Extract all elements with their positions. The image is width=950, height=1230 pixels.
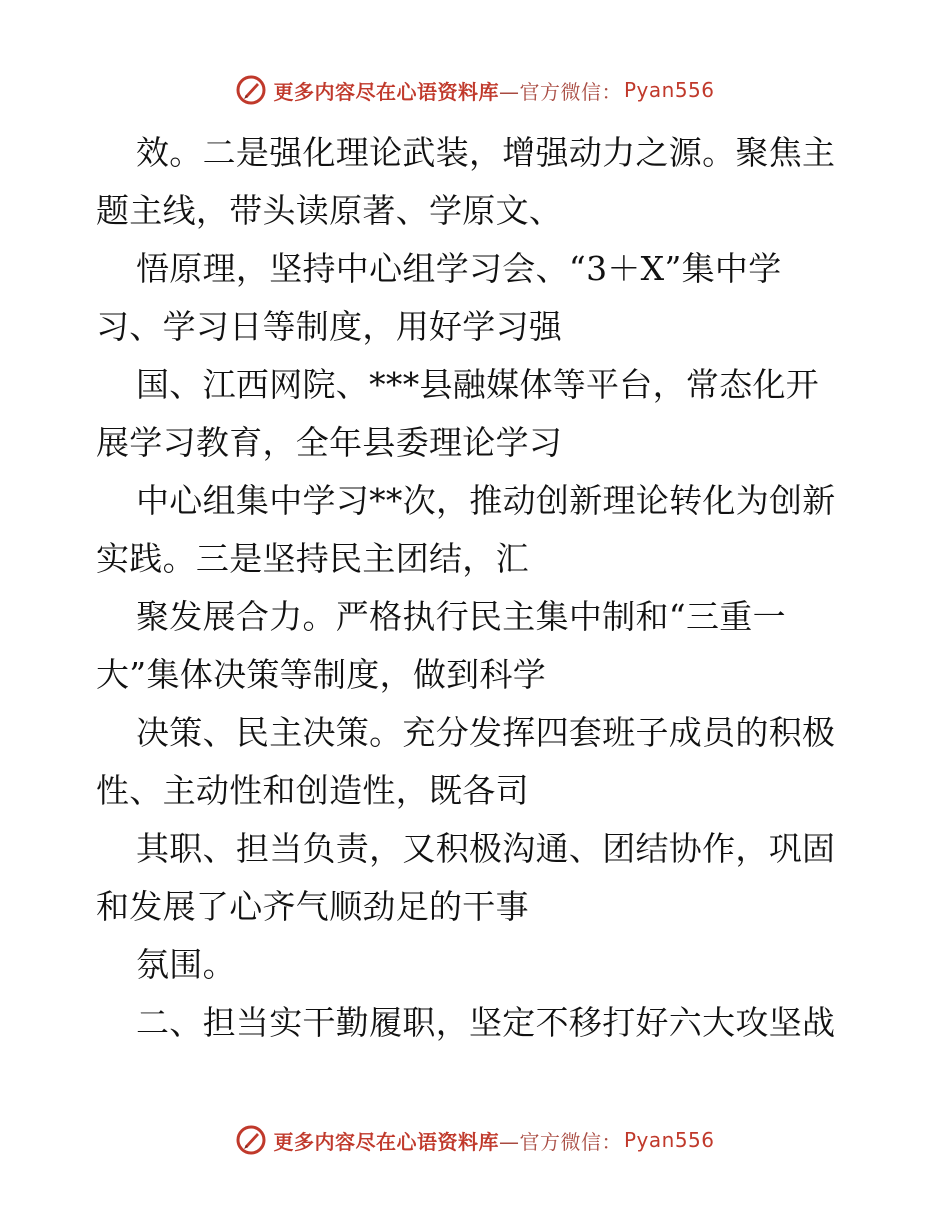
text-line: 聚发展合力。严格执行民主集中制和“三重一 [136,597,786,636]
banner-wechat-label: —官方微信： [498,1129,622,1154]
text-line: 国、江西网院、***县融媒体等平台，常态化开 [136,365,820,404]
text-line: 悟原理，坚持中心组学习会、“3＋X”集中学 [136,249,782,288]
text-line: 性、主动性和创造性，既各司 [96,771,529,810]
text-line: 中心组集中学习**次，推动创新理论转化为创新 [136,481,836,520]
text-line: 其职、担当负责，又积极沟通、团结协作，巩固 [136,829,836,868]
document-body [96,124,856,1052]
section-heading: 二、担当实干勤履职，坚定不移打好六大攻坚战 [136,1003,836,1042]
text-line: 实践。三是坚持民主团结，汇 [96,539,529,578]
banner-wechat-label: —官方微信： [498,79,622,104]
pen-logo-icon [235,1124,267,1156]
footer-watermark [0,1120,950,1160]
banner-site-name: 更多内容尽在心语资料库 [273,1129,499,1154]
text-line: 和发展了心齐气顺劲足的干事 [96,887,529,926]
text-line: 大”集体决策等制度，做到科学 [96,655,547,694]
text-line: 题主线，带头读原著、学原文、 [96,191,563,230]
pen-logo-icon [235,74,267,106]
header-watermark [0,70,950,110]
banner-wechat-id: Pyan556 [623,78,715,102]
text-line: 习、学习日等制度，用好学习强 [96,307,563,346]
text-line: 决策、民主决策。充分发挥四套班子成员的积极 [136,713,836,752]
text-line: 展学习教育，全年县委理论学习 [96,423,563,462]
text-line: 效。二是强化理论武装，增强动力之源。聚焦主 [136,133,836,172]
banner-site-name: 更多内容尽在心语资料库 [273,79,499,104]
text-line: 氛围。 [136,945,236,984]
banner-wechat-id: Pyan556 [623,1128,715,1152]
